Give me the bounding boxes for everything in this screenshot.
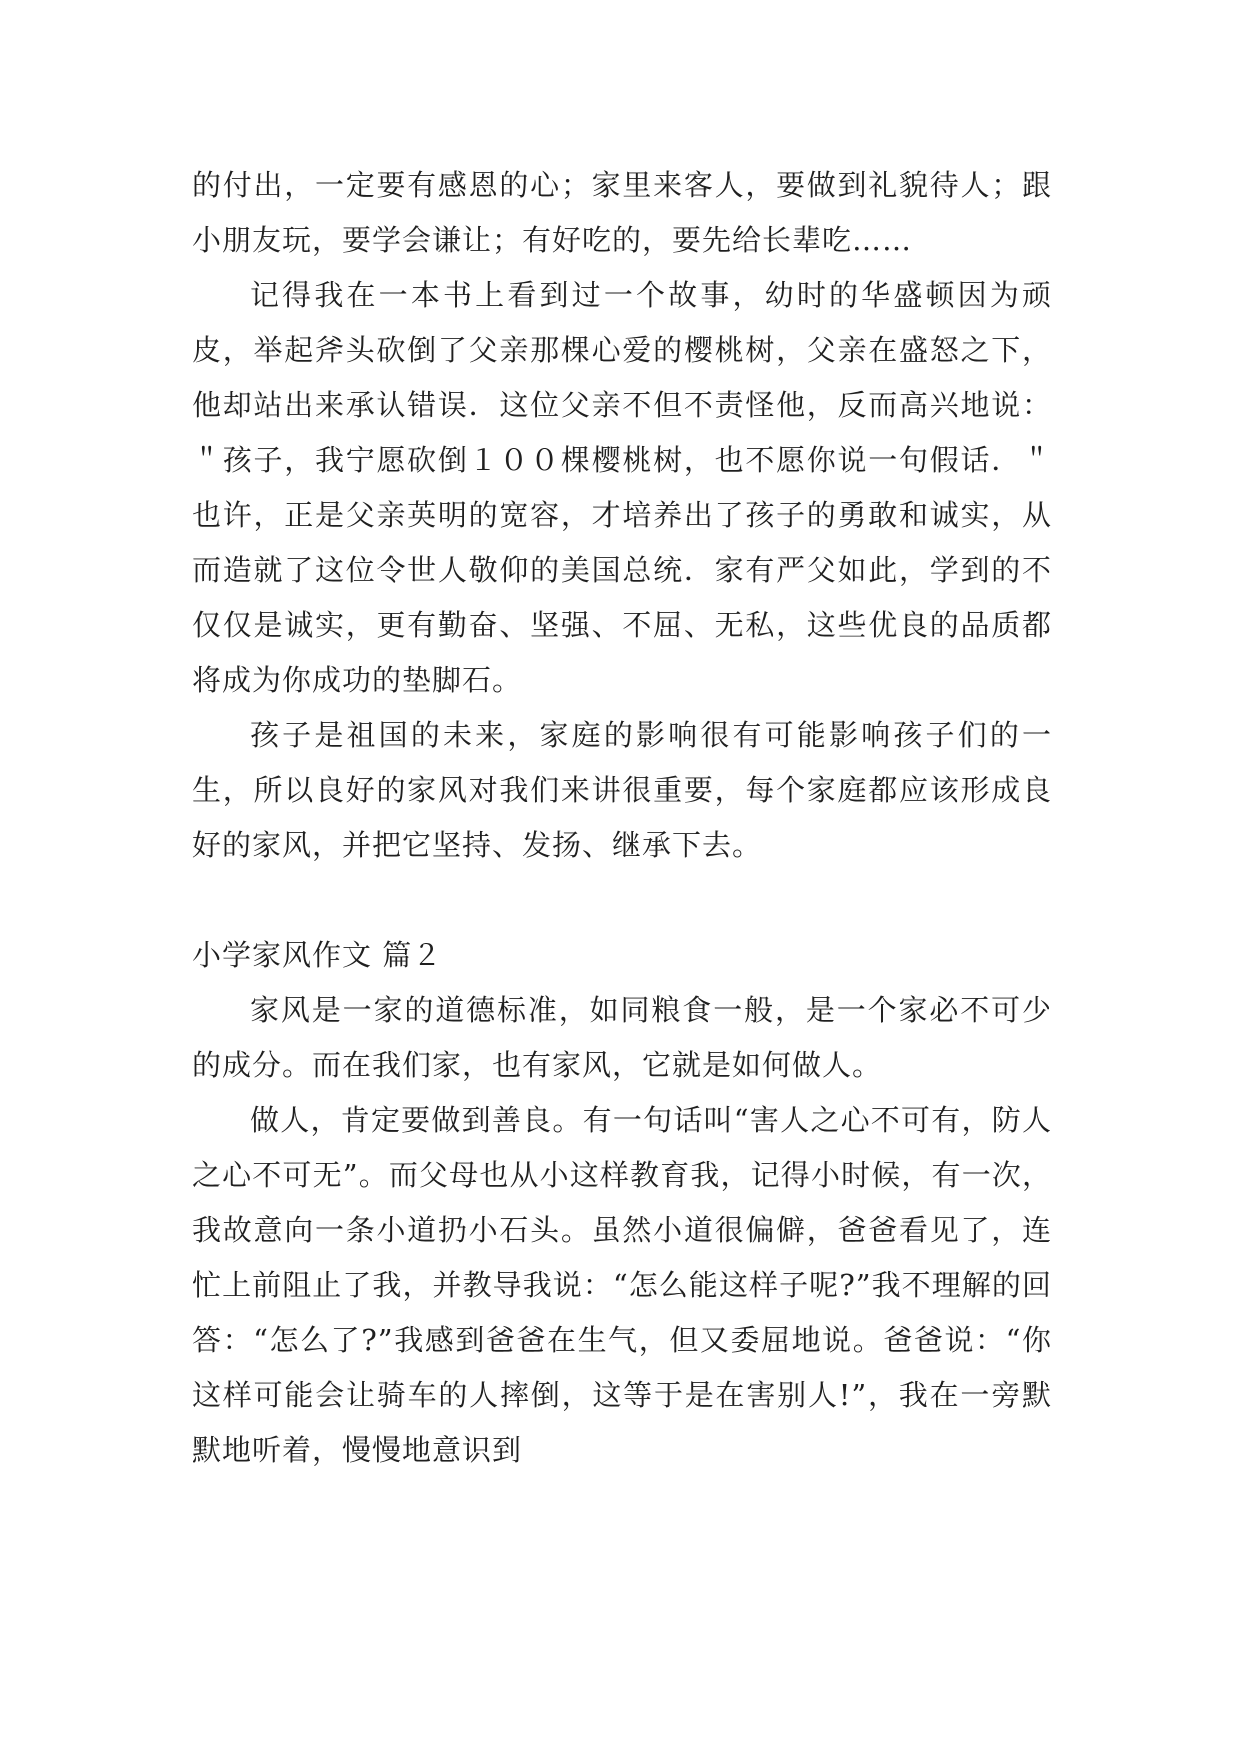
paragraph: 家风是一家的道德标准，如同粮食一般，是一个家必不可少的成分。而在我们家，也有家风，它就是如何做人。: [192, 993, 1052, 1082]
paragraph: 孩子是祖国的未来，家庭的影响很有可能影响孩子们的一生，所以良好的家风对我们来讲很重要，每个家庭都应该形成良好的家风，并把它坚持、发扬、继承下去。: [192, 718, 1052, 862]
paragraph: 的付出，一定要有感恩的心；家里来客人，要做到礼貌待人；跟小朋友玩，要学会谦让；有好吃的，要先给长辈吃……: [192, 168, 1052, 257]
document-body: [192, 158, 1052, 1478]
paragraph: 做人，肯定要做到善良。有一句话叫“害人之心不可有，防人之心不可无”。而父母也从小这样教育我，记得小时候，有一次，我故意向一条小道扔小石头。虽然小道很偏僻，爸爸看见了，连忙上前阻止了我，并教导我说：“怎么能这样子呢?”我不理解的回答：“怎么了?”我感到爸爸在生气，但又委屈地说。爸爸说：“你这样可能会让骑车的人摔倒，这等于是在害别人!”，我在一旁默默地听着，慢慢地意识到: [192, 1103, 1052, 1467]
section-spacer: [192, 873, 1052, 928]
section-title: 小学家风作文 篇２: [192, 938, 443, 972]
paragraph: 记得我在一本书上看到过一个故事，幼时的华盛顿因为顽皮，举起斧头砍倒了父亲那棵心爱的樱桃树，父亲在盛怒之下，他却站出来承认错误．这位父亲不但不责怪他，反而高兴地说：＂孩子，我宁愿砍倒１００棵樱桃树，也不愿你说一句假话．＂也许，正是父亲英明的宽容，才培养出了孩子的勇敢和诚实，从而造就了这位令世人敬仰的美国总统．家有严父如此，学到的不仅仅是诚实，更有勤奋、坚强、不屈、无私，这些优良的品质都将成为你成功的垫脚石。: [192, 278, 1052, 697]
